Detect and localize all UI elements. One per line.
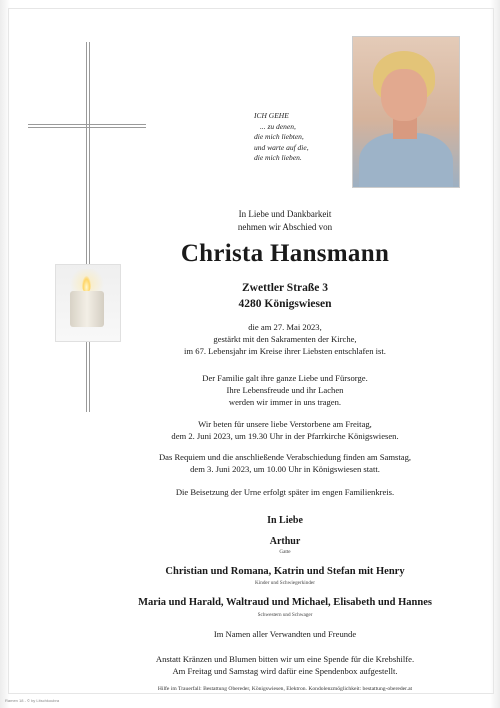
text-line: im 67. Lebensjahr im Kreise ihrer Liebsten entschlafen ist. xyxy=(184,345,386,356)
mourner-role: Kinder und Schwiegerkinder xyxy=(255,580,315,586)
burial-paragraph xyxy=(120,487,450,499)
poem-line: und warte auf die, xyxy=(254,142,309,152)
text-line: Anstatt Kränzen und Blumen bitten wir um eine Spende für die Krebshilfe. xyxy=(155,654,415,664)
text-line: Ihre Lebensfreude und ihr Lachen xyxy=(226,384,344,395)
deceased-name: Christa Hansmann xyxy=(180,240,390,267)
donation-paragraph xyxy=(120,654,450,678)
requiem-paragraph xyxy=(120,452,450,476)
mourner-names: Arthur xyxy=(269,536,301,547)
address-line: 4280 Königswiesen xyxy=(238,298,332,310)
mourner-role: Gatte xyxy=(279,549,291,555)
footer-funeral-home: Hilfe im Trauerfall: Bestattung Obereder, Königswiesen, Elektron. Kondolenzmöglichkeit: bestattung-obereder.at xyxy=(157,686,413,692)
address xyxy=(120,280,450,312)
intro-line: In Liebe und Dankbarkeit xyxy=(238,209,332,219)
candle-flame-icon xyxy=(82,276,91,292)
mourner-names: Christian und Romana, Katrin und Stefan mit Henry xyxy=(165,566,405,577)
text-line: Wir beten für unsere liebe Verstorbene am Freitag, xyxy=(198,419,372,429)
poem xyxy=(254,111,350,164)
candle-icon xyxy=(70,291,104,327)
text-line: Die Beisetzung der Urne erfolgt später im engen Familienkreis. xyxy=(175,487,395,497)
text-line: gestärkt mit den Sakramenten der Kirche, xyxy=(213,333,357,344)
text-line: werden wir immer in uns tragen. xyxy=(228,396,342,407)
text-line: Am Freitag und Samstag wird dafür eine Spendenbox aufgestellt. xyxy=(172,665,398,676)
poem-line: ICH GEHE xyxy=(254,111,289,120)
all-relatives-line: Im Namen aller Verwandten und Freunde xyxy=(213,629,357,639)
candle-image xyxy=(55,264,121,342)
portrait-photo xyxy=(352,36,460,188)
cross-vertical-icon xyxy=(86,42,90,412)
mourner-role: Schwestern und Schwager xyxy=(257,612,313,618)
copyright-note: Ramen 18 - © by Litschkoubra xyxy=(5,698,60,703)
death-paragraph xyxy=(120,322,450,357)
prayer-paragraph xyxy=(120,419,450,443)
intro xyxy=(120,208,450,234)
text-line: die am 27. Mai 2023, xyxy=(248,322,322,332)
poem-line: die mich lieben. xyxy=(254,153,302,163)
family-paragraph xyxy=(120,373,450,408)
address-line: Zwettler Straße 3 xyxy=(241,282,328,294)
text-line: dem 3. Juni 2023, um 10.00 Uhr in Königswiesen statt. xyxy=(190,463,380,474)
poem-line: die mich liebten, xyxy=(254,132,304,142)
in-love-heading: In Liebe xyxy=(267,515,303,526)
text-line: Der Familie galt ihre ganze Liebe und Fürsorge. xyxy=(202,373,368,383)
poem-line: ... zu denen, xyxy=(260,121,296,131)
text-line: dem 2. Juni 2023, um 19.30 Uhr in der Pfarrkirche Königswiesen. xyxy=(171,430,399,441)
text-line: Das Requiem und die anschließende Verabschiedung finden am Samstag, xyxy=(158,452,412,462)
cross-horizontal-icon xyxy=(28,124,146,128)
intro-line: nehmen wir Abschied von xyxy=(237,222,333,232)
mourner-names: Maria und Harald, Waltraud und Michael, Elisabeth und Hannes xyxy=(138,597,432,608)
